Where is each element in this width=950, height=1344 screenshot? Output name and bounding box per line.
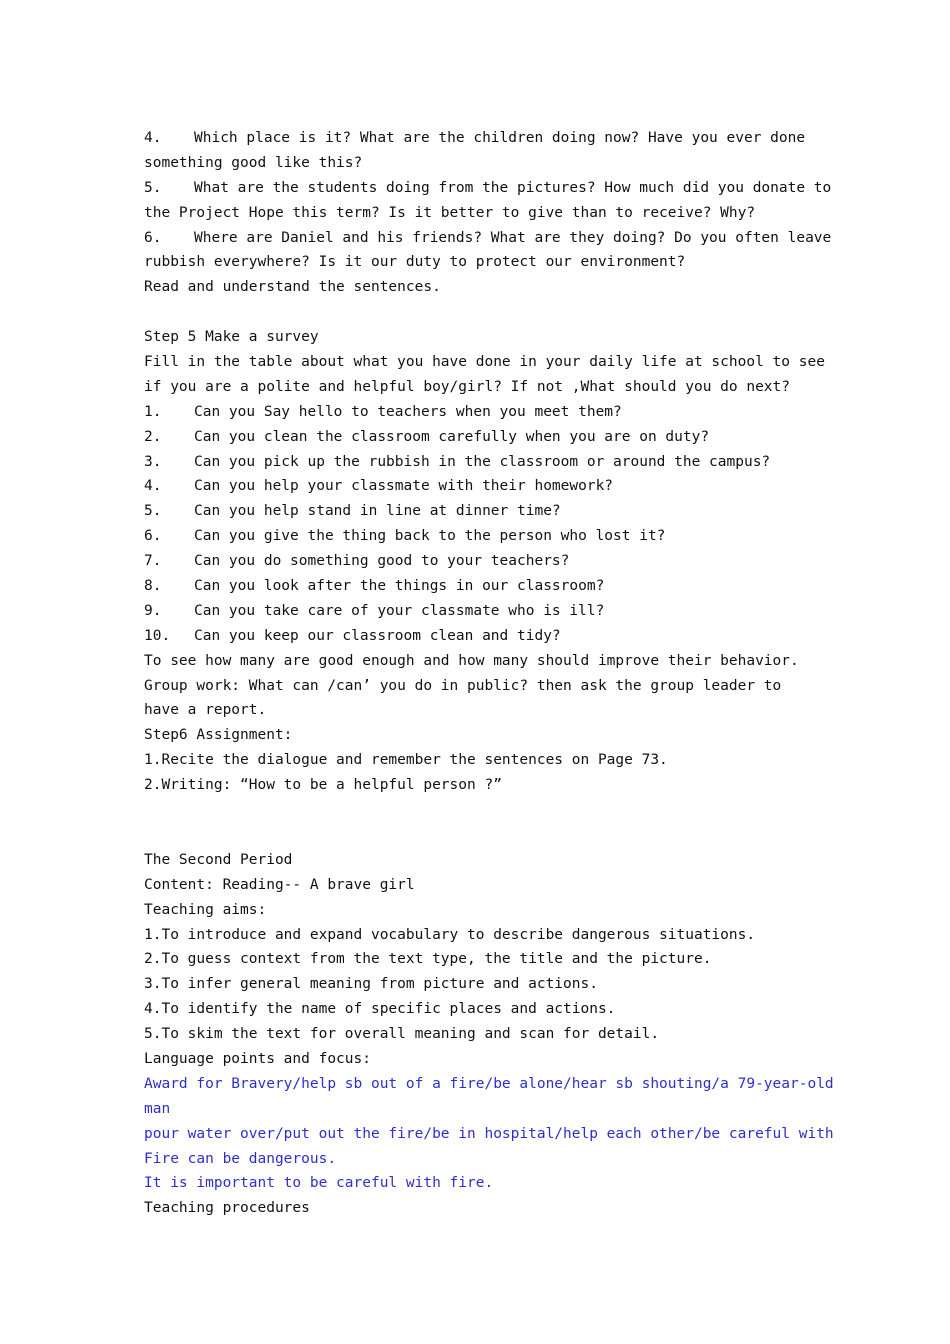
survey-number: 8. — [144, 578, 162, 595]
aims-label: Teaching aims: — [144, 901, 267, 918]
aim-item: 4.To identify the name of specific places and actions. — [144, 1001, 616, 1018]
survey-item — [144, 524, 814, 549]
survey-text: Can you look after the things in our classroom? — [194, 578, 605, 595]
question-number: 6. — [144, 229, 162, 246]
survey-text: Can you take care of your classmate who is ill? — [194, 602, 605, 619]
survey-number: 2. — [144, 428, 162, 445]
language-points-label: Language points and focus: — [144, 1050, 371, 1067]
period-title: The Second Period — [144, 851, 293, 868]
read-instruction: Read and understand the sentences. — [144, 279, 441, 296]
survey-item — [144, 549, 814, 574]
question-text: Where are Daniel and his friends? What are they doing? Do you often leave — [194, 229, 832, 246]
question-6 — [144, 226, 832, 251]
procedures-label: Teaching procedures — [144, 1200, 310, 1217]
survey-followup: To see how many are good enough and how many should improve their behavior. — [144, 652, 799, 669]
survey-item — [144, 624, 814, 649]
document-body — [144, 126, 834, 1221]
assignment-item: 2.Writing: “How to be a helpful person ?” — [144, 777, 502, 794]
aim-item: 3.To infer general meaning from picture and actions. — [144, 976, 598, 993]
question-text: Which place is it? What are the children doing now? Have you ever done — [194, 130, 806, 146]
survey-text: Can you help stand in line at dinner time? — [194, 503, 561, 520]
survey-text: Can you help your classmate with their homework? — [194, 478, 614, 495]
question-number: 5. — [144, 179, 162, 196]
survey-text: Can you give the thing back to the person who lost it? — [194, 528, 666, 545]
survey-text: Can you clean the classroom carefully when you are on duty? — [194, 428, 710, 445]
survey-item — [144, 599, 814, 624]
group-work-continued: have a report. — [144, 702, 267, 719]
survey-number: 4. — [144, 478, 162, 495]
survey-number: 5. — [144, 503, 162, 520]
spacer — [144, 823, 814, 848]
survey-item — [144, 574, 814, 599]
survey-item — [144, 400, 814, 425]
survey-item — [144, 450, 814, 475]
survey-number: 1. — [144, 403, 162, 420]
survey-text: Can you pick up the rubbish in the classroom or around the campus? — [194, 453, 771, 470]
survey-number: 10. — [144, 627, 171, 644]
language-point: Fire can be dangerous. — [144, 1150, 337, 1167]
survey-number: 6. — [144, 528, 162, 545]
group-work: Group work: What can /can’ you do in public? then ask the group leader to — [144, 677, 782, 694]
step5-intro-line-2: if you are a polite and helpful boy/girl? If not ,What should you do next? — [144, 378, 791, 395]
question-6-continued: rubbish everywhere? Is it our duty to protect our environment? — [144, 254, 686, 271]
survey-number: 3. — [144, 453, 162, 470]
step5-intro-line-1: Fill in the table about what you have done in your daily life at school to see — [144, 354, 825, 371]
question-number: 4. — [144, 130, 162, 146]
question-5-continued: the Project Hope this term? Is it better to give than to receive? Why? — [144, 204, 756, 221]
language-point: man — [144, 1100, 171, 1117]
question-4-continued: something good like this? — [144, 154, 363, 171]
survey-number: 9. — [144, 602, 162, 619]
period-content: Content: Reading-- A brave girl — [144, 876, 415, 893]
survey-item — [144, 425, 814, 450]
step5-heading: Step 5 Make a survey — [144, 329, 319, 346]
survey-text: Can you do something good to your teachers? — [194, 553, 570, 570]
aim-item: 1.To introduce and expand vocabulary to describe dangerous situations. — [144, 926, 756, 943]
spacer — [144, 798, 814, 823]
spacer — [144, 300, 814, 325]
language-point: pour water over/put out the fire/be in hospital/help each other/be careful with — [144, 1125, 834, 1142]
question-text: What are the students doing from the pictures? How much did you donate to — [194, 179, 832, 196]
question-5 — [144, 176, 832, 201]
aim-item: 2.To guess context from the text type, the title and the picture. — [144, 951, 712, 968]
language-point: It is important to be careful with fire. — [144, 1175, 494, 1192]
question-4 — [144, 126, 814, 151]
step6-heading: Step6 Assignment: — [144, 727, 293, 744]
assignment-item: 1.Recite the dialogue and remember the sentences on Page 73. — [144, 752, 668, 769]
survey-item — [144, 499, 814, 524]
survey-text: Can you keep our classroom clean and tidy? — [194, 627, 561, 644]
survey-number: 7. — [144, 553, 162, 570]
language-point: Award for Bravery/help sb out of a fire/be alone/hear sb shouting/a 79-year-old — [144, 1075, 834, 1092]
aim-item: 5.To skim the text for overall meaning and scan for detail. — [144, 1026, 660, 1043]
survey-text: Can you Say hello to teachers when you meet them? — [194, 403, 622, 420]
survey-item — [144, 474, 814, 499]
